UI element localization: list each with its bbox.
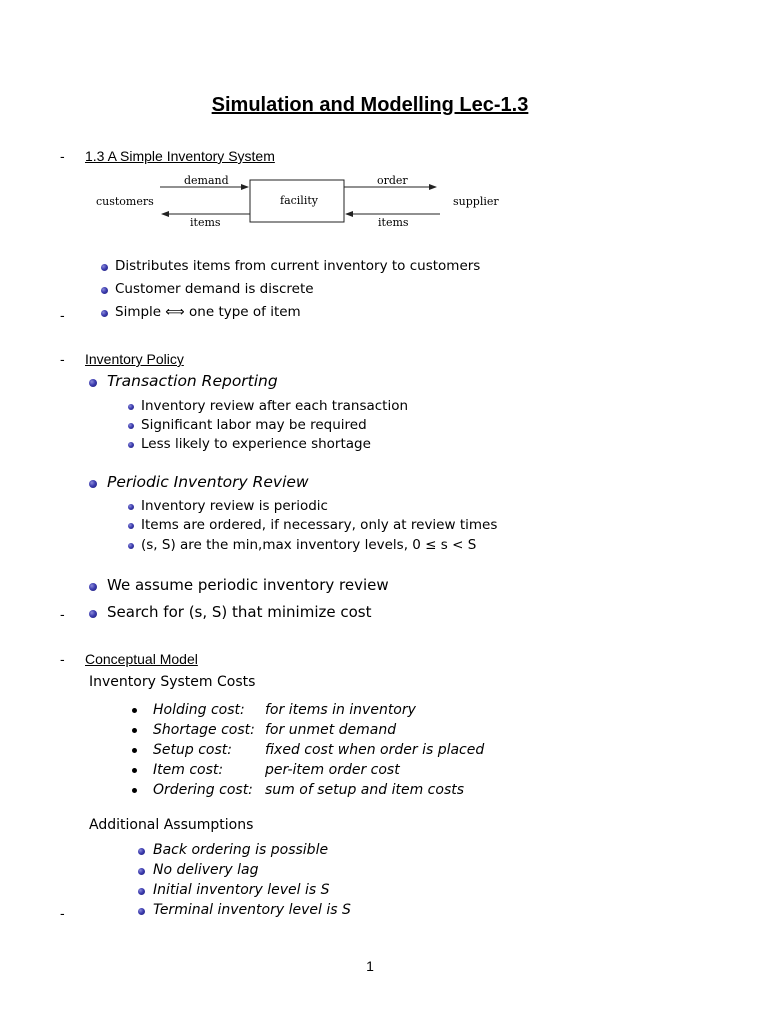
diagram-label-items-right: items: [378, 216, 409, 229]
cost-name: Setup cost:: [153, 742, 232, 758]
bullet-icon: [128, 504, 134, 510]
list-item: Back ordering is possible: [153, 842, 329, 858]
cost-description: for items in inventory: [265, 702, 416, 718]
bullet-icon: [132, 768, 137, 773]
bullet-icon: [128, 523, 134, 529]
dash-marker: -: [60, 148, 65, 164]
page-number: 1: [366, 958, 374, 974]
bullet-icon: [138, 888, 145, 895]
section-heading-inventory-policy: Inventory Policy: [85, 351, 184, 367]
list-item: Simple ⟺ one type of item: [115, 304, 301, 320]
cost-name: Item cost:: [153, 762, 224, 778]
bullet-icon: [128, 442, 134, 448]
periodic-review-title: Periodic Inventory Review: [107, 473, 309, 491]
bullet-icon: [128, 423, 134, 429]
bullet-icon: [89, 583, 97, 591]
bullet-icon: [138, 848, 145, 855]
dash-marker: -: [60, 307, 65, 323]
dash-marker: -: [60, 651, 65, 667]
list-item: Items are ordered, if necessary, only at review times: [141, 517, 498, 533]
bullet-icon: [89, 480, 97, 488]
search-text: Search for (s, S) that minimize cost: [107, 603, 372, 621]
diagram-label-demand: demand: [184, 174, 229, 187]
dash-marker: -: [60, 351, 65, 367]
diagram-label-facility: facility: [280, 194, 318, 207]
bullet-icon: [101, 287, 108, 294]
list-item: Customer demand is discrete: [115, 281, 314, 297]
list-item: Inventory review is periodic: [141, 498, 328, 514]
list-item: Initial inventory level is S: [153, 882, 330, 898]
cost-description: sum of setup and item costs: [265, 782, 465, 798]
dash-marker: -: [60, 905, 65, 921]
bullet-icon: [101, 264, 108, 271]
section-heading-conceptual-model: Conceptual Model: [85, 651, 198, 667]
list-item: (s, S) are the min,max inventory levels, 0 ≤ s < S: [141, 537, 477, 553]
dash-marker: -: [60, 606, 65, 622]
bullet-icon: [128, 543, 134, 549]
cost-description: fixed cost when order is placed: [265, 742, 485, 758]
bullet-icon: [138, 908, 145, 915]
assumptions-title: Additional Assumptions: [89, 817, 254, 833]
bullet-icon: [89, 379, 97, 387]
bullet-icon: [89, 610, 97, 618]
transaction-reporting-title: Transaction Reporting: [107, 372, 278, 390]
diagram-label-supplier: supplier: [453, 195, 499, 208]
bullet-icon: [132, 748, 137, 753]
assumption-text: We assume periodic inventory review: [107, 576, 389, 594]
list-item: Significant labor may be required: [141, 417, 367, 433]
diagram-label-customers: customers: [96, 195, 154, 208]
bullet-icon: [132, 728, 137, 733]
diagram-label-order: order: [377, 174, 408, 187]
bullet-icon: [128, 404, 134, 410]
list-item: Less likely to experience shortage: [141, 436, 371, 452]
bullet-icon: [132, 788, 137, 793]
cost-description: for unmet demand: [265, 722, 397, 738]
bullet-icon: [132, 708, 137, 713]
section-heading-inventory-system: 1.3 A Simple Inventory System: [85, 148, 275, 164]
costs-title: Inventory System Costs: [89, 674, 256, 690]
list-item: Inventory review after each transaction: [141, 398, 409, 414]
diagram-label-items-left: items: [190, 216, 221, 229]
page-title: Simulation and Modelling Lec-1.3: [211, 94, 529, 116]
cost-name: Shortage cost:: [153, 722, 255, 738]
bullet-icon: [138, 868, 145, 875]
cost-description: per-item order cost: [265, 762, 400, 778]
list-item: No delivery lag: [153, 862, 259, 878]
list-item: Distributes items from current inventory to customers: [115, 258, 481, 274]
list-item: Terminal inventory level is S: [153, 902, 351, 918]
cost-name: Holding cost:: [153, 702, 245, 718]
bullet-icon: [101, 310, 108, 317]
cost-name: Ordering cost:: [153, 782, 253, 798]
